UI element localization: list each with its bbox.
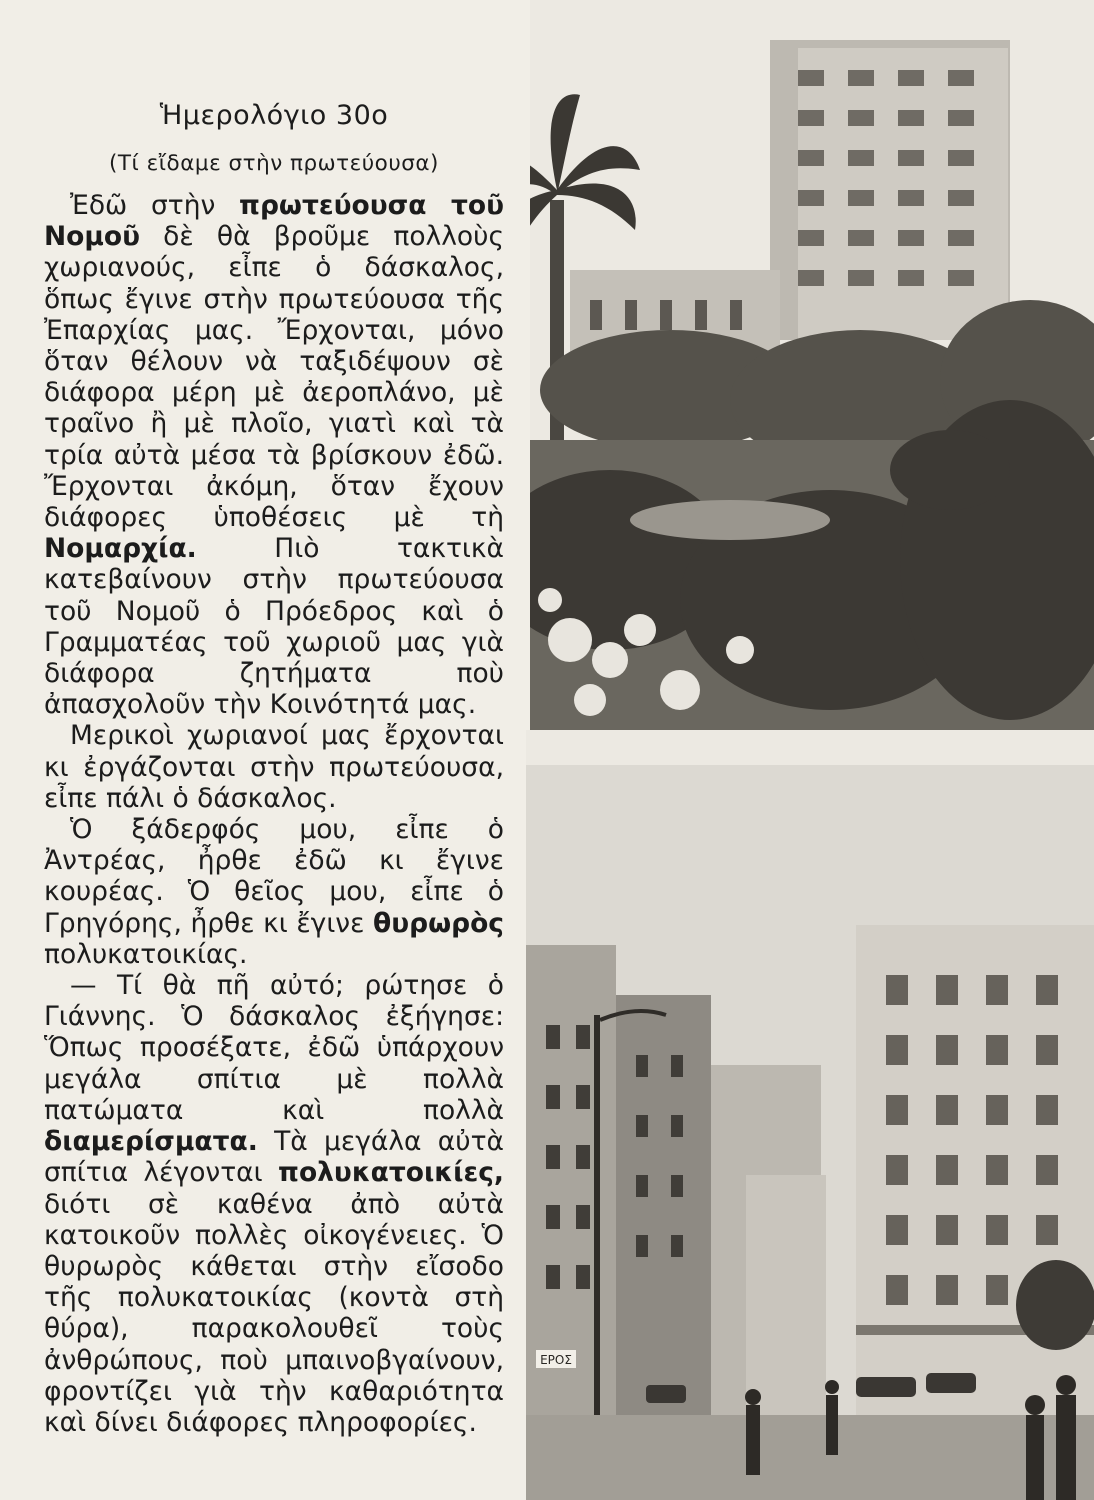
- shop-sign: ΕΡΟΣ: [540, 1353, 572, 1367]
- text-run: Ἐδῶ στὴν: [70, 190, 239, 221]
- bold-term: θυρωρὸς: [373, 907, 504, 939]
- text-run: διότι σὲ καθένα ἀπὸ αὐτὰ κατοικοῦν πολλὲς οἰκογένειες. Ὁ θυρωρὸς κάθεται στὴν εἴσοδο τῆς πολυκατοικίας (κοντὰ στὴ θύρα), παρακολουθεῖ τοὺς ἀνθρώπους, ποὺ μπαινοβγαίνουν, φροντίζει γιὰ τὴν καθαριότητα καὶ δίνει διάφορες πληροφορίες.: [44, 1188, 504, 1438]
- park-photo-illustration: [530, 0, 1094, 730]
- page-title: Ἡμερολόγιο 30ο: [159, 100, 389, 131]
- body-text: [44, 190, 504, 1438]
- paragraph: [44, 814, 504, 970]
- text-run: Μερικοὶ χωριανοί μας ἔρχονται κι ἐργάζονται στὴν πρωτεύουσα, εἶπε πάλι ὁ δάσκαλος.: [44, 720, 504, 814]
- street-photo: [526, 765, 1094, 1500]
- text-run: Ὁ ξάδερφός μου, εἶπε ὁ Ἀντρέας, ἦρθε ἐδῶ κι ἔγινε κουρέας. Ὁ θεῖος μου, εἶπε ὁ Γρηγόρης, ἦρθε κι ἔγινε: [44, 814, 504, 939]
- text-run: — Τί θὰ πῆ αὐτό; ρώτησε ὁ Γιάννης. Ὁ δάσκαλος ἐξήγησε: Ὅπως προσέξατε, ἐδῶ ὑπάρχουν μεγάλα σπίτια μὲ πολλὰ πατώματα καὶ πολλὰ: [44, 970, 504, 1126]
- text-column: [44, 100, 504, 1438]
- paragraph: [44, 190, 504, 720]
- paragraph: [44, 970, 504, 1438]
- photo-gap: [526, 730, 1094, 765]
- street-photo-illustration: [526, 765, 1094, 1500]
- page-subtitle: (Τί εἴδαμε στὴν πρωτεύουσα): [109, 151, 439, 176]
- text-run: Πιὸ τακτικὰ κατεβαίνουν στὴν πρωτεύουσα τοῦ Νομοῦ ὁ Πρόεδρος καὶ ὁ Γραμματέας τοῦ χωριοῦ μας γιὰ διάφορα ζητήματα ποὺ ἀπασχολοῦν τὴν Κοινότητά μας.: [44, 533, 504, 721]
- bold-term: πρωτεύουσα τοῦ Νομοῦ: [44, 190, 504, 253]
- bold-term: διαμερίσματα.: [44, 1126, 258, 1158]
- text-run: δὲ θὰ βροῦμε πολλοὺς χωριανούς, εἶπε ὁ δάσκαλος, ὅπως ἔγινε στὴν πρωτεύουσα τῆς Ἐπαρχίας μας. Ἔρχονται, μόνο ὅταν θέλουν νὰ ταξιδέψουν σὲ διάφορα μέρη μὲ ἀεροπλάνο, μὲ τραῖνο ἢ μὲ πλοῖο, γιατὶ καὶ τὰ τρία αὐτὰ μέσα τὰ βρίσκουν ἐδῶ. Ἔρχονται ἀκόμη, ὅταν ἔχουν διάφορες ὑποθέσεις μὲ τὴ: [44, 221, 504, 534]
- text-run: πολυκατοικίας.: [44, 938, 248, 970]
- text-run: Τὰ μεγάλα αὐτὰ σπίτια λέγονται: [44, 1126, 504, 1189]
- park-photo: [530, 0, 1094, 730]
- paragraph: [44, 720, 504, 814]
- bold-term: Νομαρχία.: [44, 533, 197, 565]
- bold-term: πολυκατοικίες,: [278, 1157, 504, 1189]
